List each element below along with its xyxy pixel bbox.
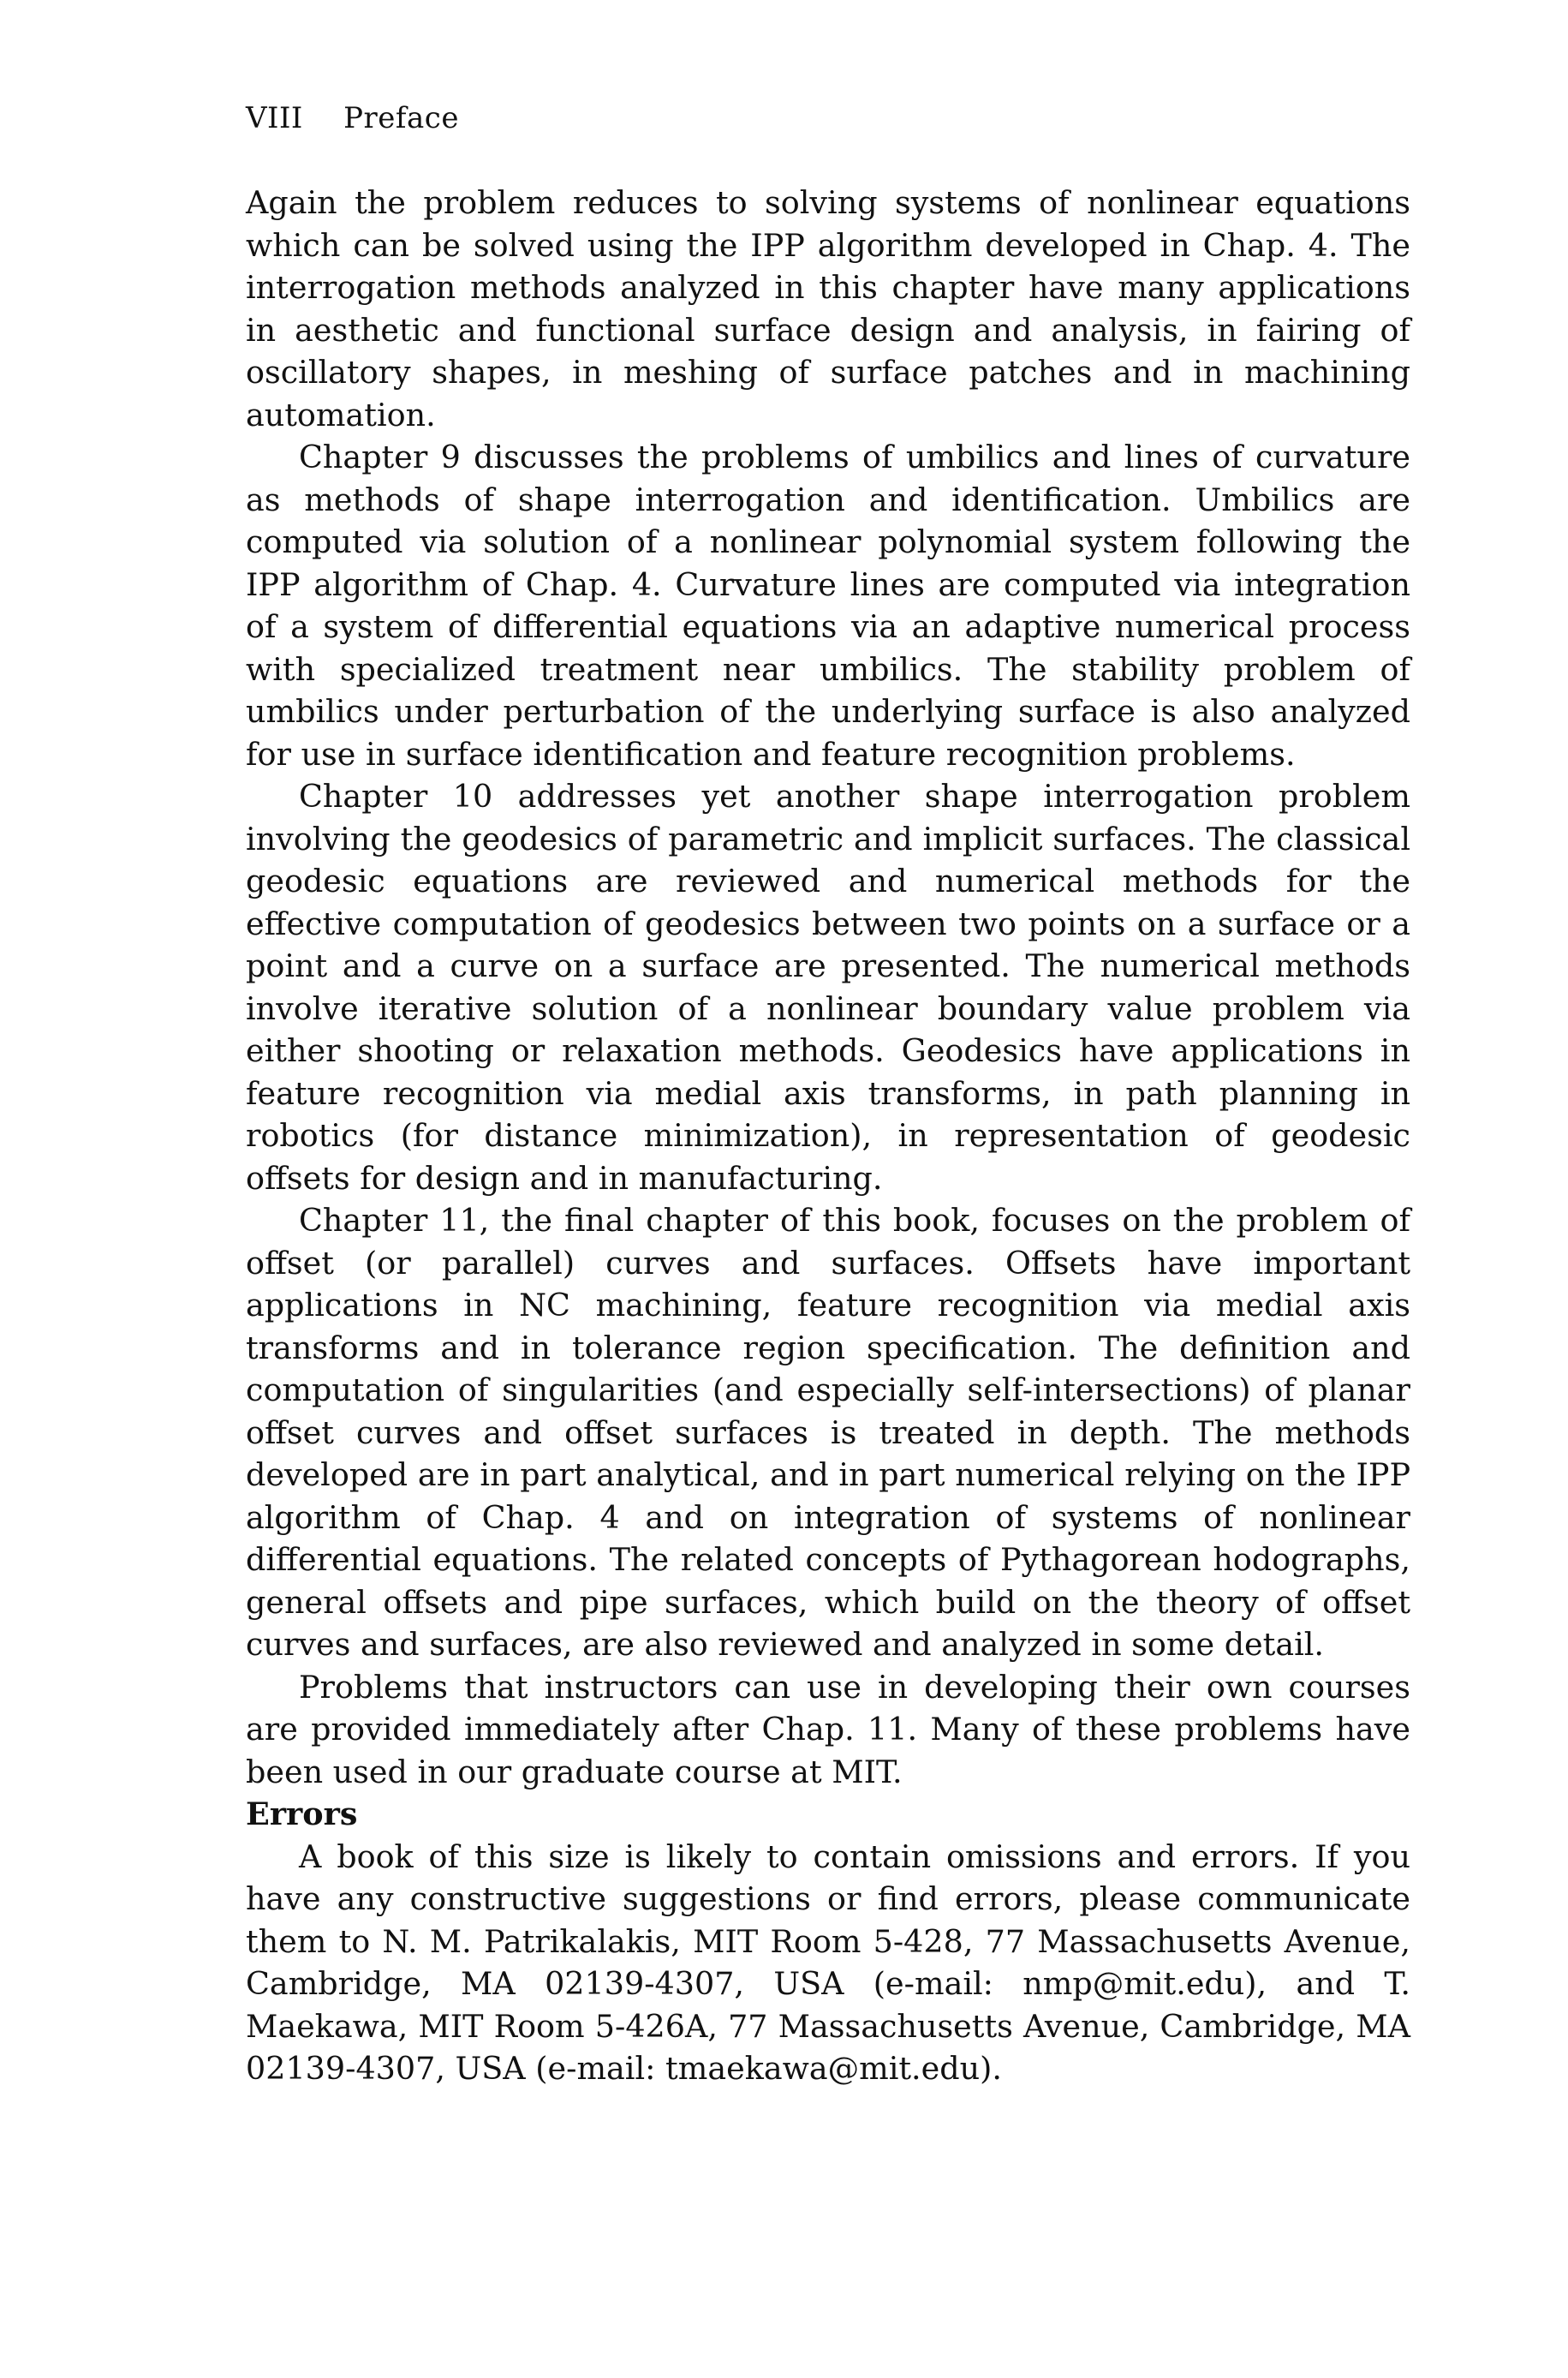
book-page	[246, 101, 1410, 2090]
running-head-section: Preface	[343, 101, 459, 135]
paragraph-problems: Problems that instructors can use in developing their own courses are provided immediately after Chap. 11. Many of these problems have been used in our graduate course at MIT.	[246, 1668, 1410, 1790]
paragraph-chapter-11: Chapter 11, the final chapter of this book, focuses on the problem of offset (or parallel) curves and surfaces. Offsets have important applications in NC machining, feature recognition via medial axis transforms and in tolerance region specification. The definition and computation of singularities (and especially self-intersections) of planar offset curves and offset surfaces is treated in depth. The methods developed are in part analytical, and in part numerical relying on the IPP algorithm of Chap. 4 and on integration of systems of nonlinear differential equations. The related concepts of Pythagorean hodographs, general offsets and pipe surfaces, which build on the theory of offset curves and surfaces, are also reviewed and analyzed in some detail.	[246, 1202, 1410, 1663]
paragraph-chapter-9: Chapter 9 discusses the problems of umbilics and lines of curvature as methods of shape interrogation and identification. Umbilics are computed via solution of a nonlinear polynomial system following the IPP algorithm of Chap. 4. Curvature lines are computed via integration of a system of differential equations via an adaptive numerical process with specialized treatment near umbilics. The stability problem of umbilics under perturbation of the underlying surface is also analyzed for use in surface identification and feature recognition problems.	[246, 439, 1410, 773]
page-number: VIII	[246, 101, 303, 135]
running-head	[246, 101, 1410, 135]
paragraph-errors: A book of this size is likely to contain omissions and errors. If you have any constructive suggestions or find errors, please communicate them to N. M. Patrikalakis, MIT Room 5-428, 77 Massachusetts Avenue, Cambridge, MA 02139-4307, USA (e-mail: nmp@mit.edu), and T. Maekawa, MIT Room 5-426A, 77 Massachusetts Avenue, Cambridge, MA 02139-4307, USA (e-mail: tmaekawa@mit.edu).	[246, 1837, 1410, 2087]
paragraph-continuation: Again the problem reduces to solving systems of nonlinear equations which can be solved using the IPP algorithm developed in Chap. 4. The interrogation methods analyzed in this chapter have many applications in aesthetic and functional surface design and analysis, in fairing of oscillatory shapes, in meshing of surface patches and in machining automation.	[246, 184, 1410, 433]
paragraph-chapter-10: Chapter 10 addresses yet another shape interrogation problem involving the geodesics of parametric and implicit surfaces. The classical geodesic equations are reviewed and numerical methods for the effective computation of geodesics between two points on a surface or a point and a curve on a surface are presented. The numerical methods involve iterative solution of a nonlinear boundary value problem via either shooting or relaxation methods. Geodesics have applications in feature recognition via medial axis transforms, in path planning in robotics (for distance minimization), in representation of geodesic offsets for design and in manufacturing.	[246, 778, 1410, 1197]
body-text	[246, 182, 1410, 2090]
errors-heading: Errors	[246, 1795, 358, 1832]
